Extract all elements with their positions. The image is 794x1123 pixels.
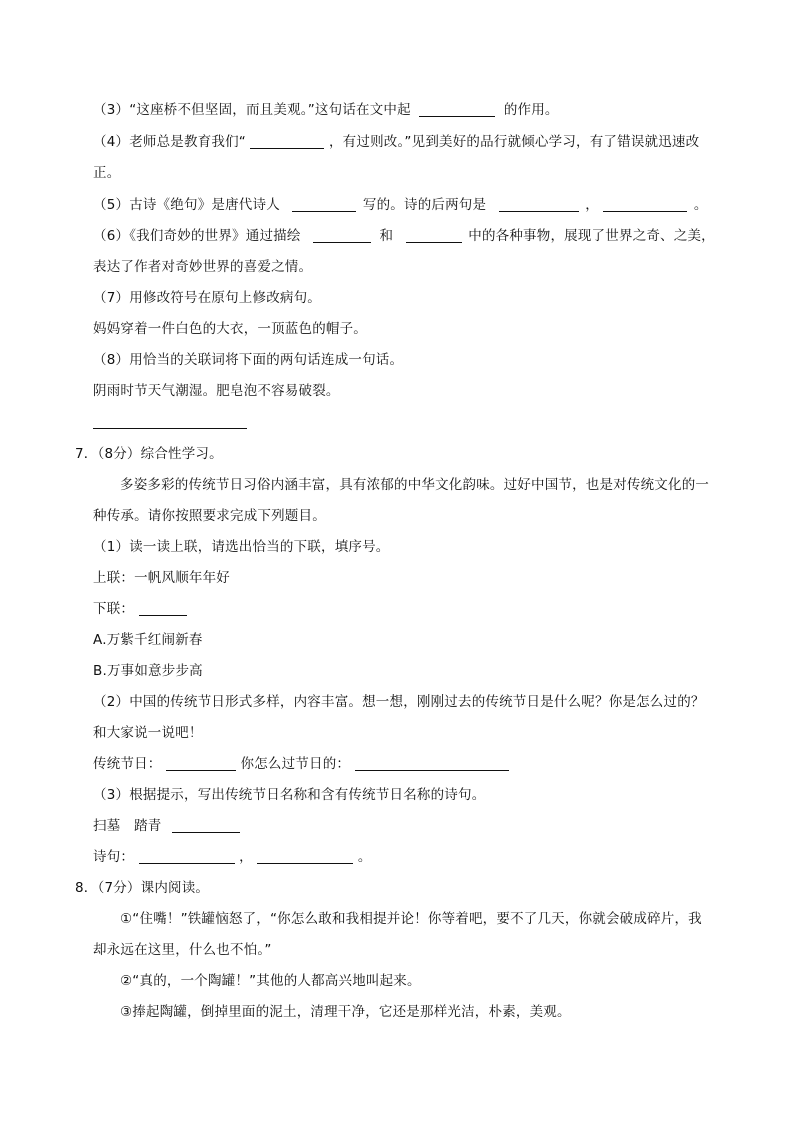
s7-p1-option-b: B.万事如意步步高 [93, 663, 203, 679]
s7-p1-lower-label: 下联： [93, 601, 135, 617]
q6-cont: 表达了作者对奇妙世界的喜爱之情。 [93, 259, 313, 275]
section7-heading: 7．（8分）综合性学习。 [75, 446, 223, 462]
s7-p3-poem-line [93, 847, 372, 867]
q7-prompt: （7）用修改符号在原句上修改病句。 [93, 290, 321, 306]
section8-heading: 8．（7分）课内阅读。 [75, 880, 210, 896]
q3-line [93, 100, 559, 120]
q5-blank-poet[interactable] [292, 197, 356, 212]
s7-p3-end: 。 [357, 849, 372, 865]
s7-p2-prompt-1: （2）中国的传统节日形式多样，内容丰富。想一想，刚刚过去的传统节日是什么呢？你是怎么过的？ [93, 694, 705, 710]
section7-intro-1: 多姿多彩的传统节日习俗内涵丰富，具有浓郁的中华文化韵味。过好中国节，也是对传统文化的一 [120, 477, 710, 493]
q6-blank-1[interactable] [313, 228, 371, 243]
q5-sep: ， [585, 197, 599, 213]
s7-p1-lower-line [93, 599, 187, 619]
s7-p1-option-a: A.万紫千红闹新春 [93, 632, 203, 648]
q8-answer-line[interactable] [93, 428, 247, 429]
q4-blank[interactable] [250, 134, 324, 149]
s7-p3-prompt: （3）根据提示，写出传统节日名称和含有传统节日名称的诗句。 [93, 787, 486, 803]
q3-text-after: 的作用。 [503, 102, 559, 118]
q6-text-mid: 和 [379, 228, 394, 244]
q4-cont: 正。 [93, 165, 121, 181]
s8-para-3: ③捧起陶罐，倒掉里面的泥土，清理干净，它还是那样光洁，朴素，美观。 [120, 1004, 571, 1020]
q5-text-mid: 写的。诗的后两句是 [362, 197, 487, 213]
q3-text: （3）“这座桥不但坚固，而且美观。”这句话在文中起 [93, 102, 411, 118]
q6-text: （6）《我们奇妙的世界》通过描绘 [93, 228, 301, 244]
q7-sentence: 妈妈穿着一件白色的大衣，一顶蓝色的帽子。 [93, 321, 367, 337]
q5-blank-line2[interactable] [603, 197, 687, 212]
q6-blank-2[interactable] [406, 228, 462, 243]
q8-sentence: 阴雨时节天气潮湿。肥皂泡不容易破裂。 [93, 383, 340, 399]
q4-text-mid: ，有过则改。”见到美好的品行就倾心学习，有了错误就迅速改 [328, 134, 700, 150]
s7-p3-blank-poem-2[interactable] [257, 849, 353, 864]
q5-blank-line1[interactable] [499, 197, 579, 212]
q5-end: 。 [693, 197, 708, 213]
s7-p1-upper: 上联：一帆风顺年年好 [93, 570, 230, 586]
s7-p1-prompt: （1）读一读上联，请选出恰当的下联，填序号。 [93, 539, 390, 555]
s7-p2-blank-festival[interactable] [166, 756, 236, 771]
s7-p3-blank-poem-1[interactable] [139, 849, 235, 864]
s7-p3-poem-label: 诗句： [93, 849, 135, 865]
s7-p2-blank-how[interactable] [355, 756, 509, 771]
q3-blank[interactable] [419, 102, 495, 117]
s8-para-1b: 却永远在这里，什么也不怕。” [93, 942, 272, 958]
s7-p2-label-how: 你怎么过节日的： [240, 756, 351, 772]
s7-p3-blank-festival[interactable] [172, 818, 240, 833]
q4-text: （4）老师总是教育我们“ [93, 134, 246, 150]
s8-para-1a: ①“住嘴！”铁罐恼怒了，“你怎么敢和我相提并论！你等着吧，要不了几天，你就会破成碎片，我 [120, 911, 702, 927]
s7-p2-answer-line [93, 754, 509, 774]
s7-p1-lower-blank[interactable] [139, 601, 187, 616]
s7-p2-label-festival: 传统节日： [93, 756, 162, 772]
s7-p3-hint: 扫墓 踏青 [93, 818, 162, 834]
s7-p2-prompt-2: 和大家说一说吧！ [93, 725, 203, 741]
s8-para-2: ②“真的，一个陶罐！”其他的人都高兴地叫起来。 [120, 973, 421, 989]
q4-line [93, 132, 699, 152]
q5-text: （5）古诗《绝句》是唐代诗人 [93, 197, 280, 213]
q5-line [93, 195, 708, 215]
s7-p3-sep: ， [239, 849, 253, 865]
q6-text-after: 中的各种事物，展现了世界之奇、之美， [468, 228, 715, 244]
section7-intro-2: 种传承。请你按照要求完成下列题目。 [93, 508, 326, 524]
s7-p3-hint-line [93, 816, 240, 836]
q8-prompt: （8）用恰当的关联词将下面的两句话连成一句话。 [93, 352, 404, 368]
q6-line [93, 226, 715, 246]
